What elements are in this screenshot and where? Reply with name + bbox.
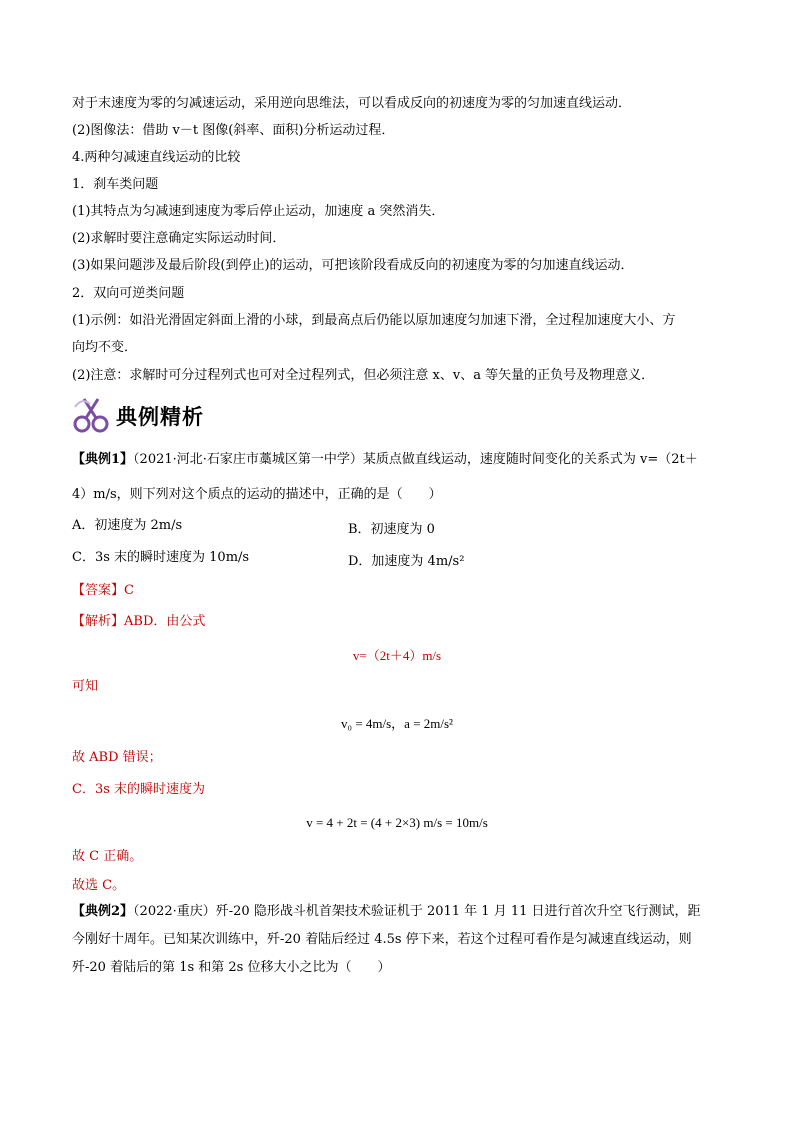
intro-line-11: (2)注意：求解时可分过程列式也可对全过程列式，但必须注意 x、v、a 等矢量的正负号及物理意义． [72,368,655,383]
example1-stem-line1 [72,452,698,468]
example1-stem-line2: 4）m/s，则下列对这个质点的运动的描述中，正确的是（ ） [72,487,442,502]
example1-answer: 【答案】C [72,583,134,598]
example2-stem-line1 [72,904,701,920]
example2-stem-line2: 今刚好十周年。已知某次训练中，歼-20 着陆后经过 4.5s 停下来，若这个过程可看作是匀减速直线运动，则 [72,932,692,947]
analysis-text: ABD．由公式 [124,614,206,629]
wrong-text: 故 ABD 错误； [72,750,162,765]
example2-label: 【典例2】 [72,904,134,919]
example2-stem-line3: 歼-20 着陆后的第 1s 和第 2s 位移大小之比为（ ） [72,960,391,975]
example1-option-a: A．初速度为 2m/s [72,518,183,533]
c-correct-text: 故 C 正确。 [72,849,143,864]
scissors-icon [72,395,114,435]
example1-analysis [72,614,205,630]
intro-line-8: 2．双向可逆类问题 [72,286,185,301]
intro-line-3: 4.两种匀减速直线运动的比较 [72,150,241,165]
example1-option-b: B．初速度为 0 [348,522,435,537]
kezhi-text: 可知 [72,679,99,694]
example1-stem1: （2021·河北·石家庄市藁城区第一中学）某质点做直线运动，速度随时间变化的关系式为 v=（2t＋ [133,452,698,467]
c-text: C．3s 末的瞬时速度为 [72,782,206,797]
example1-option-c: C．3s 末的瞬时速度为 10m/s [72,550,250,565]
formula-velocity: v=（2t＋4）m/s [352,648,442,663]
intro-line-2: (2)图像法：借助 v－t 图像(斜率、面积)分析运动过程． [72,123,395,138]
choose-text: 故选 C。 [72,878,126,893]
section-header [72,395,272,435]
intro-line-4: 1．刹车类问题 [72,177,159,192]
example1-option-d: D．加速度为 4m/s² [348,554,465,569]
analysis-label: 【解析】 [72,614,125,629]
intro-line-9: (1)示例：如沿光滑固定斜面上滑的小球，到最高点后仍能以原加速度匀加速下滑，全过程加速度大小、方 [72,313,676,328]
example1-label: 【典例1】 [72,452,134,467]
intro-line-7: (3)如果问题涉及最后阶段(到停止)的运动，可把该阶段看成反向的初速度为零的匀加速直线运动． [72,258,634,273]
section-title: 典例精析 [116,405,204,429]
intro-line-1: 对于末速度为零的匀减速运动，采用逆向思维法，可以看成反向的初速度为零的匀加速直线运动． [72,96,632,111]
intro-line-6: (2)求解时要注意确定实际运动时间． [72,231,286,246]
intro-line-5: (1)其特点为匀减速到速度为零后停止运动，加速度 a 突然消失． [72,204,445,219]
formula-initial: v₀ = 4m/s，a = 2m/s² [341,716,453,731]
intro-line-10: 向均不变． [72,340,138,355]
example2-stem1: （2022·重庆）歼-20 隐形战斗机首架技术验证机于 2011 年 1 月 11 日进行首次升空飞行测试，距 [133,904,701,919]
formula-instant: v = 4 + 2t = (4 + 2×3) m/s = 10m/s [306,815,488,830]
